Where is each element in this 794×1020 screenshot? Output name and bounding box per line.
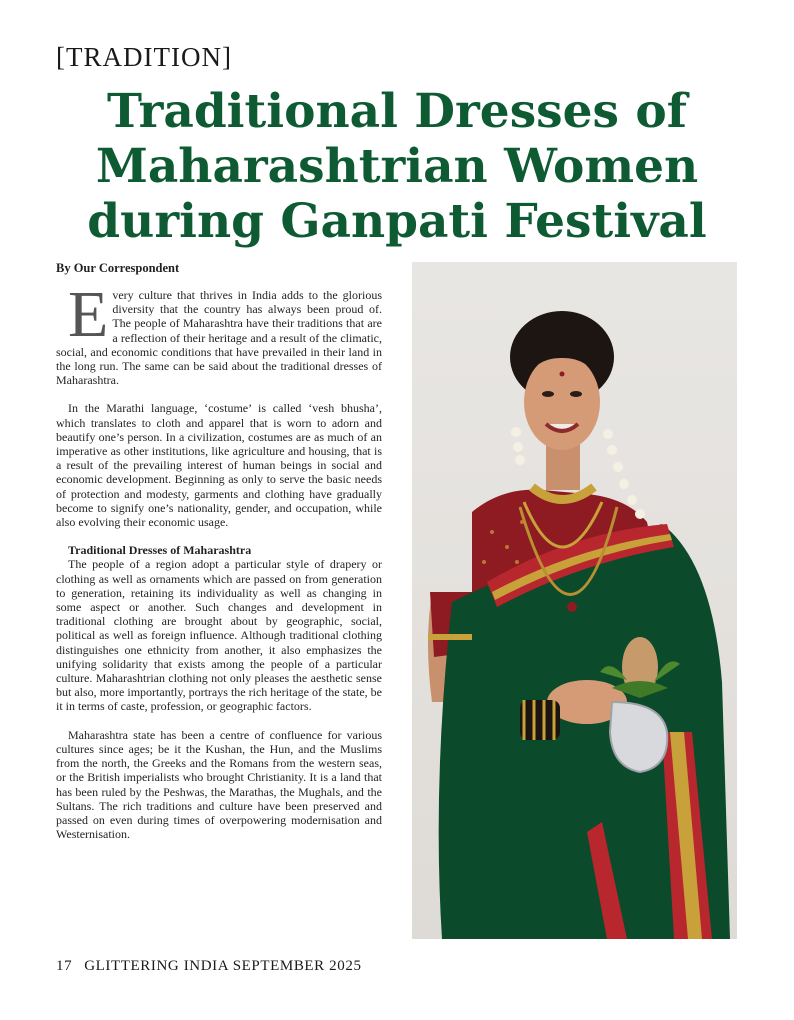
page-number: 17 bbox=[56, 958, 73, 974]
title-line-1: Traditional Dresses of bbox=[107, 84, 687, 139]
byline: By Our Correspondent bbox=[56, 261, 180, 275]
subheading: Traditional Dresses of Maharashtra bbox=[68, 543, 252, 558]
paragraph-1-text: very culture that thrives in India adds to the glorious diversity that the country has always been proud of. The people of Maharashtra have their traditions that are a reflection of their heritage and a result of the climatic, social, and economic conditions that have prevailed in their land in the long run. The same can be said about the traditional dresses of Maharashtra. bbox=[56, 288, 382, 388]
paragraph-4: Maharashtra state has been a centre of confluence for various cultures since ages; be it the Kushan, the Hun, and the Muslims from the north, the Greeks and the Romans from the western seas, or the British imperialists who brought Christianity. It is a land that has been ruled by the Peshwas, the Marathas, the Mughals, and the Sultans. The rich traditions and culture have been preserved and passed on even during times of overpowering modernisation and Westernisation. bbox=[56, 727, 382, 842]
photo-illustration bbox=[412, 262, 737, 939]
paragraph-3: The people of a region adopt a particular style of drapery or clothing as well as ornaments which are passed on from generation to generation, retaining its individuality as well as changing in some aspect or another. Such changes and development in traditional clothing are brought about by geographic, social, political as well as foreign influence. Although traditional clothing distinguishes one ethnicity from another, it also emphasizes the unifying solidarity that exists among the people of a particular culture. Maharashtrian clothing not only pleases the aesthetic sense but also, more importantly, portrays the rich heritage of the state, be it in terms of caste, profession, or geographic factors. bbox=[56, 557, 382, 714]
title-line-3: during Ganpati Festival bbox=[87, 194, 707, 249]
paragraph-1 bbox=[56, 278, 382, 388]
page-footer bbox=[56, 958, 362, 975]
woman-in-saree-photo bbox=[412, 262, 737, 939]
article-body bbox=[56, 278, 382, 855]
paragraph-2: In the Marathi language, ‘costume’ is called ‘vesh bhusha’, which translates to cloth and apparel that is worn to adorn and beautify one’s person. In a civilization, costumes are as much of an imperative as other institutions, like agriculture and housing, that is a result of the prevailing interest of human beings in social and economic development. Beginning as only to serve the basic needs of protection and modesty, garments and clothing have gradually become to signify one’s nationality, gender, and occupation, while also evolving their economic usage. bbox=[56, 401, 382, 530]
drop-cap: E bbox=[68, 278, 109, 351]
article-title bbox=[40, 84, 754, 249]
section-tag: [TRADITION] bbox=[56, 42, 232, 72]
publication-name: GLITTERING INDIA SEPTEMBER 2025 bbox=[84, 958, 362, 974]
title-line-2: Maharashtrian Women bbox=[95, 139, 699, 194]
